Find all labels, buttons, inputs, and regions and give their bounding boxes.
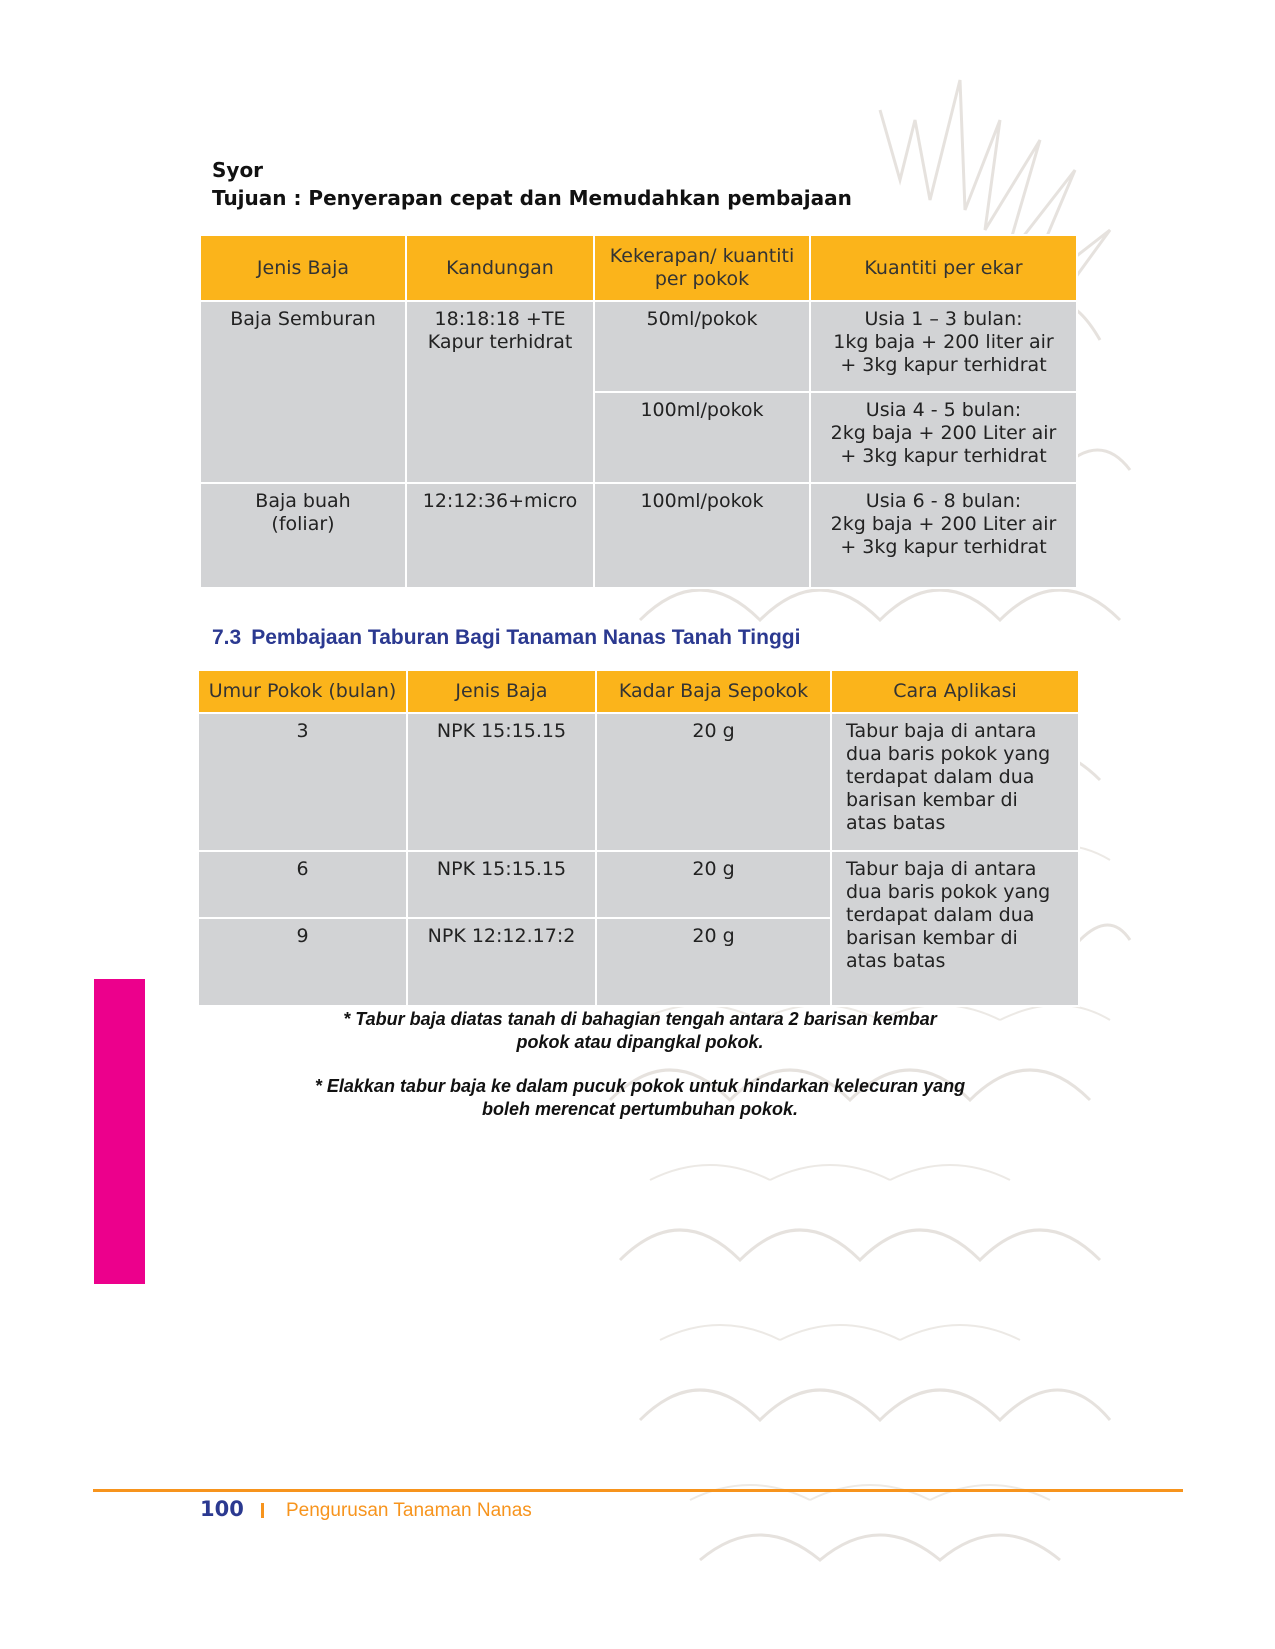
- cara-line: terdapat dalam dua: [846, 904, 1035, 926]
- footer-separator: [261, 1503, 264, 1518]
- note-line: * Elakkan tabur baja ke dalam pucuk pokok untuk hindarkan kelecuran yang: [314, 1076, 966, 1096]
- header-jenis-baja: Jenis Baja: [407, 670, 596, 713]
- fertilizer-spray-table: [199, 234, 1078, 589]
- table-header-row: [200, 235, 1077, 301]
- kandungan-text: 12:12:36+micro: [422, 490, 578, 512]
- jenis-text: Baja Semburan: [230, 308, 376, 330]
- cara-line: dua baris pokok yang: [846, 881, 1051, 903]
- note-elakkan-tabur: [260, 1075, 1020, 1121]
- umur-text: 6: [296, 858, 309, 880]
- kadar-text: 20 g: [692, 720, 735, 742]
- footer-divider: [93, 1489, 1183, 1492]
- chapter-tab-marker: [94, 979, 145, 1284]
- cell-jenis: [200, 483, 406, 588]
- header-kadar-baja: Kadar Baja Sepokok: [596, 670, 831, 713]
- kandungan-line: 18:18:18 +TE: [434, 308, 566, 330]
- cell-kadar: [596, 713, 831, 851]
- header-kuantiti-per-ekar: Kuantiti per ekar: [810, 235, 1077, 301]
- page-number: 100: [200, 1497, 244, 1521]
- cara-line: dua baris pokok yang: [846, 743, 1051, 765]
- header-kandungan: Kandungan: [406, 235, 594, 301]
- table-row: [198, 713, 1079, 851]
- note-tabur-baja: [260, 1008, 1020, 1054]
- jenis-text: NPK 12:12.17:2: [427, 925, 576, 947]
- kadar-text: 20 g: [692, 858, 735, 880]
- cell-kandungan: [406, 483, 594, 588]
- cara-line: barisan kembar di: [846, 927, 1018, 949]
- cell-jenis: [407, 713, 596, 851]
- umur-text: 9: [296, 925, 309, 947]
- cell-umur: [198, 851, 407, 918]
- cell-jenis: [407, 918, 596, 1006]
- note-line: * Tabur baja diatas tanah di bahagian tengah antara 2 barisan kembar: [343, 1009, 937, 1029]
- highland-fertilizer-table: [197, 669, 1080, 1007]
- kuantiti-line: Usia 1 – 3 bulan:: [864, 308, 1023, 330]
- cell-kandungan: [406, 301, 594, 483]
- kuantiti-line: Usia 4 - 5 bulan:: [865, 399, 1022, 421]
- footer-book-title: Pengurusan Tanaman Nanas: [286, 1500, 532, 1521]
- cell-jenis: [200, 301, 406, 483]
- kuantiti-line: 2kg baja + 200 Liter air: [830, 513, 1057, 535]
- table-row: [200, 483, 1077, 588]
- cara-line: barisan kembar di: [846, 789, 1018, 811]
- section-number: 7.3: [212, 626, 242, 649]
- jenis-line: (foliar): [271, 513, 335, 535]
- cell-kekerapan: [594, 392, 810, 483]
- kekerapan-text: 100ml/pokok: [640, 399, 764, 421]
- cara-line: atas batas: [846, 950, 946, 972]
- header-cara-aplikasi: Cara Aplikasi: [831, 670, 1079, 713]
- cell-umur: [198, 918, 407, 1006]
- kuantiti-line: Usia 6 - 8 bulan:: [865, 490, 1022, 512]
- kadar-text: 20 g: [692, 925, 735, 947]
- kuantiti-line: + 3kg kapur terhidrat: [840, 354, 1047, 376]
- jenis-text: NPK 15:15.15: [436, 858, 567, 880]
- cell-cara-aplikasi: [831, 713, 1079, 851]
- cara-line: terdapat dalam dua: [846, 766, 1035, 788]
- cara-line: atas batas: [846, 812, 946, 834]
- table-row: [200, 301, 1077, 392]
- umur-text: 3: [296, 720, 309, 742]
- kuantiti-line: + 3kg kapur terhidrat: [840, 536, 1047, 558]
- note-line: pokok atau dipangkal pokok.: [516, 1032, 764, 1052]
- kekerapan-text: 100ml/pokok: [640, 490, 764, 512]
- cell-kekerapan: [594, 483, 810, 588]
- jenis-text: NPK 15:15.15: [436, 720, 567, 742]
- kuantiti-line: + 3kg kapur terhidrat: [840, 445, 1047, 467]
- header-jenis-baja: Jenis Baja: [200, 235, 406, 301]
- kekerapan-text: 50ml/pokok: [646, 308, 758, 330]
- cell-jenis: [407, 851, 596, 918]
- table-header-row: [198, 670, 1079, 713]
- tujuan-heading: Tujuan : Penyerapan cepat dan Memudahkan pembajaan: [212, 186, 852, 210]
- cara-line: Tabur baja di antara: [846, 720, 1037, 742]
- cell-kekerapan: [594, 301, 810, 392]
- cell-kadar: [596, 851, 831, 918]
- header-kekerapan: Kekerapan/ kuantiti per pokok: [594, 235, 810, 301]
- cell-umur: [198, 713, 407, 851]
- note-line: boleh merencat pertumbuhan pokok.: [481, 1099, 799, 1119]
- cell-kuantiti: [810, 392, 1077, 483]
- cell-kuantiti: [810, 483, 1077, 588]
- table-row: [198, 851, 1079, 918]
- cara-line: Tabur baja di antara: [846, 858, 1037, 880]
- kuantiti-line: 2kg baja + 200 Liter air: [830, 422, 1057, 444]
- section-title: [212, 626, 800, 650]
- syor-heading: Syor: [212, 158, 264, 182]
- cell-cara-aplikasi: [831, 851, 1079, 1006]
- kandungan-line: Kapur terhidrat: [427, 331, 573, 353]
- header-umur-pokok: Umur Pokok (bulan): [198, 670, 407, 713]
- kuantiti-line: 1kg baja + 200 liter air: [833, 331, 1054, 353]
- section-title-text: Pembajaan Taburan Bagi Tanaman Nanas Tanah Tinggi: [251, 626, 801, 649]
- cell-kuantiti: [810, 301, 1077, 392]
- cell-kadar: [596, 918, 831, 1006]
- jenis-line: Baja buah: [255, 490, 351, 512]
